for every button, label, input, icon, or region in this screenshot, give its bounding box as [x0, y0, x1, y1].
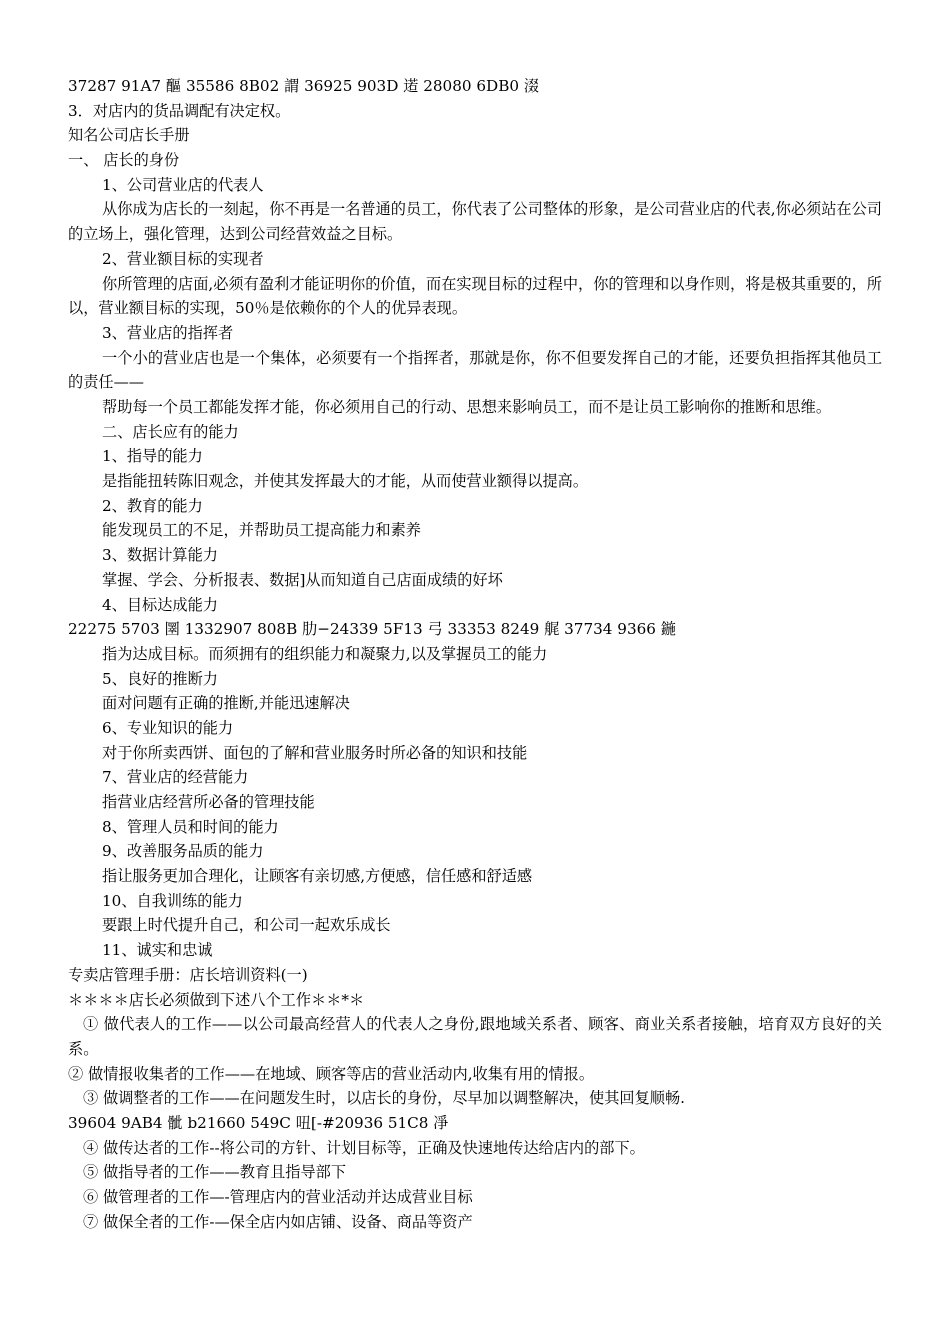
text-line: 能发现员工的不足，并帮助员工提高能力和素养 — [102, 521, 421, 540]
text-line: 3．对店内的货品调配有决定权。 — [68, 101, 291, 120]
paragraph: 帮助每一个员工都能发挥才能，你必须用自己的行动、思想来影响员工，而不是让员工影响你的推断和思维。 — [102, 398, 831, 417]
subsection-heading: 5、良好的推断力 — [102, 669, 218, 688]
section-heading: 一、 店长的身份 — [68, 151, 180, 170]
text-line: 是指能扭转陈旧观念，并使其发挥最大的才能，从而使营业额得以提高。 — [102, 472, 588, 491]
text-line: 指让服务更加合理化，让顾客有亲切感,方便感，信任感和舒适感 — [102, 867, 533, 886]
subsection-heading: 9、改善服务品质的能力 — [102, 842, 264, 861]
subsection-heading: 2、教育的能力 — [102, 496, 203, 515]
subsection-heading: 3、营业店的指挥者 — [102, 323, 234, 342]
subsection-heading: 3、数据计算能力 — [102, 546, 218, 565]
list-item: ⑤ 做指导者的工作——教育且指导部下 — [83, 1163, 347, 1182]
subsection-heading: 2、营业额目标的实现者 — [102, 249, 264, 268]
section-title: 专卖店管理手册：店长培训资料(一) — [68, 965, 308, 984]
subsection-heading: 8、管理人员和时间的能力 — [102, 817, 279, 836]
paragraph: 一个小的营业店也是一个集体，必须要有一个指挥者，那就是你，你不但要发挥自己的才能，还要负担指挥其他员工的责任—— — [68, 348, 882, 392]
section-banner: ＊＊＊＊店长必须做到下述八个工作＊＊*＊ — [68, 990, 365, 1009]
document-body — [68, 74, 882, 1234]
code-line: 39604 9AB4 骴 b21660 549C 吜[-#20936 51C8 凈 — [68, 1114, 449, 1133]
subsection-heading: 6、专业知识的能力 — [102, 718, 234, 737]
list-item: ① 做代表人的工作——以公司最高经营人的代表人之身份,跟地域关系者、顾客、商业关系者接触，培育双方良好的关系。 — [68, 1015, 882, 1058]
list-item: ③ 做调整者的工作——在问题发生时，以店长的身份，尽早加以调整解决，使其回复顺畅. — [83, 1089, 685, 1108]
code-line: 22275 5703 圛 1332907 808B 肋−24339 5F13 弓 33353 8249 艉 37734 9366 鍦 — [68, 620, 676, 639]
text-line: 对于你所卖西饼、面包的了解和营业服务时所必备的知识和技能 — [102, 743, 528, 762]
section-heading: 二、店长应有的能力 — [102, 422, 239, 441]
subsection-heading: 1、公司营业店的代表人 — [102, 175, 264, 194]
document-title: 知名公司店长手册 — [68, 126, 190, 145]
list-item: ⑥ 做管理者的工作—-管理店内的营业活动并达成营业目标 — [83, 1188, 473, 1207]
subsection-heading: 4、目标达成能力 — [102, 595, 218, 614]
code-line: 37287 91A7 醧 35586 8B02 謂 36925 903D 逽 28080 6DB0 涰 — [68, 77, 540, 95]
subsection-heading: 1、指导的能力 — [102, 447, 203, 466]
text-line: 要跟上时代提升自己，和公司一起欢乐成长 — [102, 916, 391, 935]
text-line: 面对问题有正确的推断,并能迅速解决 — [102, 694, 350, 713]
text-line: 指为达成目标。而须拥有的组织能力和凝聚力,以及掌握员工的能力 — [102, 644, 548, 663]
list-item: ⑦ 做保全者的工作-—保全店内如店铺、设备、商品等资产 — [83, 1212, 473, 1231]
text-line: 指营业店经营所必备的管理技能 — [102, 793, 315, 812]
text-line: 掌握、学会、分析报表、数据]从而知道自己店面成绩的好坏 — [102, 570, 503, 589]
paragraph: 从你成为店长的一刻起，你不再是一名普通的员工，你代表了公司整体的形象，是公司营业店的代表,你必须站在公司的立场上，强化管理，达到公司经营效益之目标。 — [68, 200, 882, 244]
subsection-heading: 11、诚实和忠诚 — [102, 941, 213, 960]
paragraph: 你所管理的店面,必须有盈利才能证明你的价值，而在实现目标的过程中，你的管理和以身作则，将是极其重要的，所以，营业额目标的实现，50％是依赖你的个人的优异表现。 — [68, 274, 882, 318]
subsection-heading: 7、营业店的经营能力 — [102, 768, 249, 787]
list-item: ④ 做传达者的工作--将公司的方针、计划目标等，正确及快速地传达给店内的部下。 — [83, 1138, 645, 1157]
list-item: ② 做情报收集者的工作——在地域、顾客等店的营业活动内,收集有用的情报。 — [68, 1064, 595, 1083]
subsection-heading: 10、自我训练的能力 — [102, 891, 243, 910]
